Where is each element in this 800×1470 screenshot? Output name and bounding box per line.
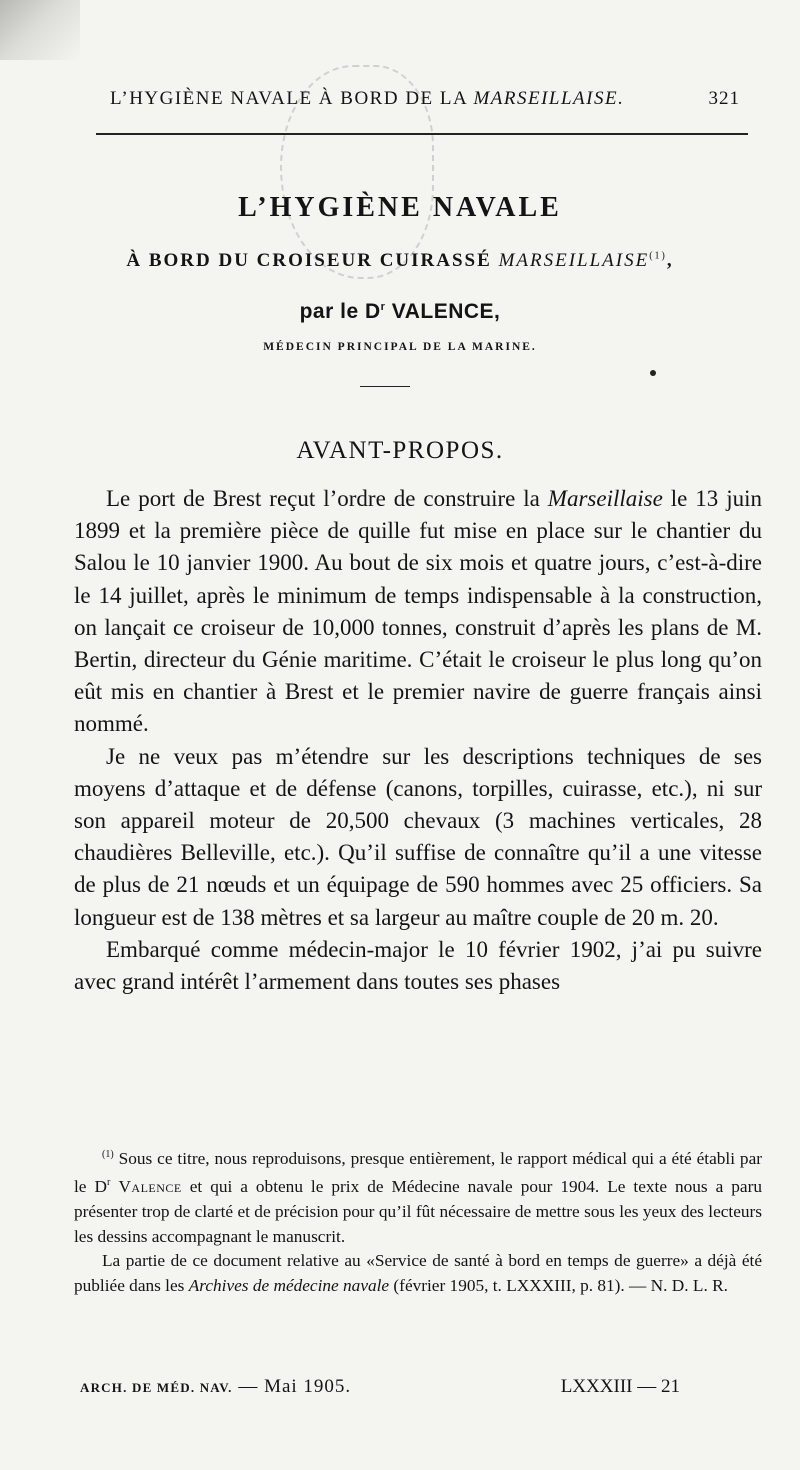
- paragraph-1: Le port de Brest reçut l’ordre de construire la Marseillaise le 13 juin 1899 et la première pièce de quille fut mise en place sur le chantier du Salou le 10 janvier 1900. Au bout de six mois et quatre jours, c’est-à-dire le 14 juillet, après le minimum de temps indispensable à la construction, on lançait ce croiseur de 10,000 tonnes, construit d’après les plans de M. Bertin, directeur du Génie maritime. C’était le croiseur le plus long qu’on eût mis en chantier à Brest et le premier navire de guerre français ainsi nommé.: [74, 486, 762, 737]
- footer-journal: ARCH. DE MÉD. NAV. — Mai 1905.: [80, 1376, 352, 1397]
- author-line: par le $D^r$ VALENCE,: [299, 300, 501, 323]
- paragraph-2: Je ne veux pas m’étendre sur les descriptions techniques de ses moyens d’attaque et de défense (canons, torpilles, cuirasse, etc.), ni sur son appareil moteur de 20,500 chevaux (3 machines verticales, 28 chaudières Belleville, etc.). Qu’il suffise de connaître qu’il a une vitesse de plus de 21 nœuds et un équipage de 590 hommes avec 25 officiers. Sa longueur est de 138 mètres et sa largeur au maître couple de 20 m. 20.: [74, 743, 762, 930]
- running-title-ship: MARSEILLAISE.: [473, 88, 625, 109]
- subtitle-ship: MARSEILLAISE: [498, 250, 650, 271]
- footnote-1: $^{(1)}$ Sous ce titre, nous reproduisons, presque entièrement, le rapport médical qui a été établi par le $D^r$ Valence et qui a obtenu le prix de Médecine navale pour 1904. Le texte nous a paru présenter trop de clarté et de précision pour qu’il fût nécessaire de mettre sous les yeux des lecteurs les dessins accompagnant le manuscrit.: [74, 1148, 762, 1246]
- section-heading: AVANT-PROPOS.: [296, 437, 504, 464]
- header-rule: [96, 133, 748, 135]
- article-subtitle: À BORD DU CROISEUR CUIRASSÉ MARSEILLAISE$^{(1)}$,: [126, 250, 674, 271]
- running-header: [110, 88, 740, 110]
- author-rank: MÉDECIN PRINCIPAL DE LA MARINE.: [263, 341, 537, 353]
- article-title: L’HYGIÈNE NAVALE: [238, 192, 562, 223]
- scan-shadow: [0, 0, 80, 60]
- footer-signature: LXXXIII — 21: [560, 1376, 680, 1397]
- footnote-2: La partie de ce document relative au «Service de santé à bord en temps de guerre» a déjà été publiée dans les Archives de médecine navale (février 1905, t. LXXXIII, p. 81). — N. D. L. R.: [74, 1251, 762, 1296]
- page-number: 321: [708, 88, 740, 109]
- page-footer: [80, 1376, 680, 1398]
- body-text: [74, 483, 762, 998]
- ship-name: Marseillaise: [547, 486, 663, 511]
- footnotes: [74, 1143, 762, 1299]
- footnote-ref: (1): [649, 250, 667, 262]
- ink-speck: [650, 370, 656, 376]
- running-title: L’HYGIÈNE NAVALE À BORD DE LA MARSEILLAISE.: [110, 88, 625, 109]
- paragraph-3: Embarqué comme médecin-major le 10 février 1902, j’ai pu suivre avec grand intérêt l’armement dans toutes ses phases: [74, 936, 762, 995]
- title-divider: [360, 386, 410, 387]
- journal-title: Archives de médecine navale: [188, 1276, 390, 1296]
